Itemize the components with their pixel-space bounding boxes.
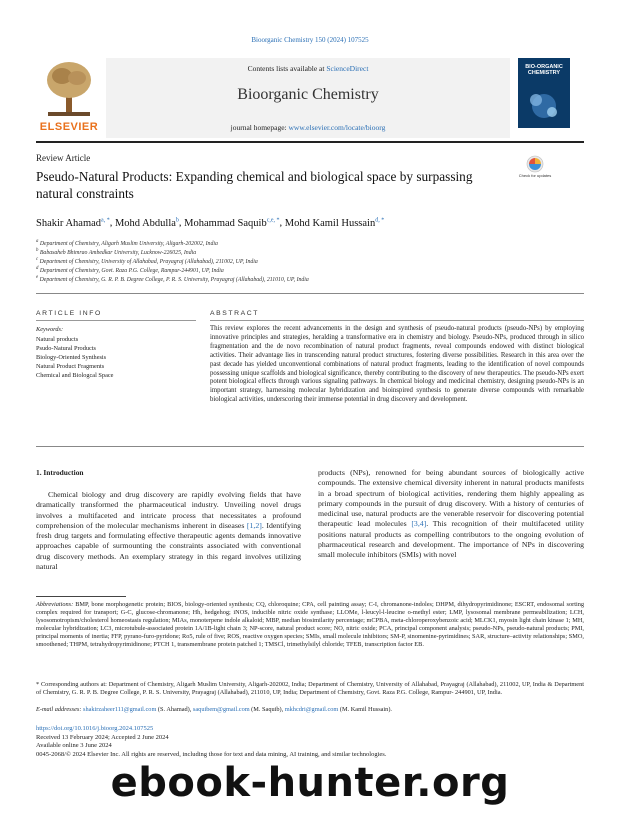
article-info-rule bbox=[36, 320, 196, 321]
email-addresses: E-mail addresses: shakirzaheer111@gmail.com (S. Ahamad), saquibem@gmail.com (M. Saquib), mkhcdri@gmail.com (M. Kamil Hussain). bbox=[36, 706, 393, 713]
author-2[interactable]: Mohd Abdulla$^b$ bbox=[114, 217, 179, 229]
cover-title: BIO-ORGANIC CHEMISTRY bbox=[525, 64, 563, 76]
keyword: Biology-Oriented Synthesis bbox=[36, 354, 107, 361]
affiliation: $^e$ Department of Chemistry, G. R. P. B. Degree College, P. R. S. University, Prayagraj (Allahabad), 211010, UP, India bbox=[36, 275, 309, 283]
abstract-text: This review explores the recent advancements in the design and synthesis of pseudo-natural products (pseudo-NPs) by employing innovative principles and strategies, heralding a transformative era in chemistry and biology. Pseudo-NPs, produced through in silico fragmentation and the de novo recombination of natural product fragments, reveal compounds endowed with distinct biological activities. Their advantage lies in transcending natural product structures, fostering diverse possibilities. Research in this area over the past decade has yielded unconventional combinations of natural product fragments, leading to the identification of novel compounds possessing unique scaffolds and biological significance, thereby contributing to the discovery of new therapeutics. The pseudo-NPs exert potent biological effects through various signaling pathways. In chemical biology and medicinal chemistry, designing pseudo-NPs is an important strategy, harnessing molecular hybridization and bioinspired synthesis to generate diverse compounds with remarkable biological activities, underscoring their immense potential in drug discovery and development. bbox=[210, 325, 584, 404]
sciencedirect-link[interactable]: ScienceDirect bbox=[326, 64, 369, 73]
intro-column-1: Chemical biology and drug discovery are rapidly evolving fields that have dramatically transformed the pharmaceutical industry. Unveiling novel drugs involves a multifaceted and intricate process that necessitates a profound comprehension of the molecular mechanisms inherent in diseases [1,2]. Identifying fresh drug targets and formulating effective therapeutic agents demands innovative approaches capable of surmounting the constraints associated with conventional drug discovery methods. An exemplary strategy in this regard involves utilizing natural bbox=[36, 490, 301, 572]
keyword: Psudo-Natural Products bbox=[36, 345, 96, 352]
author-4[interactable]: Mohd Kamil Hussain$^{d, *}$ bbox=[284, 217, 385, 229]
keyword: Chemical and Biologcal Space bbox=[36, 372, 114, 379]
citation-link[interactable]: [1,2] bbox=[246, 520, 262, 530]
received-dates: Received 13 February 2024; Accepted 2 June 2024 bbox=[36, 733, 169, 741]
abstract-bottom-rule bbox=[36, 446, 584, 447]
keyword: Natural products bbox=[36, 336, 79, 343]
online-date: Available online 3 June 2024 bbox=[36, 742, 112, 749]
journal-reference-link[interactable]: Bioorganic Chemistry 150 (2024) 107525 bbox=[251, 36, 369, 44]
abbreviations-footnote: Abbreviations: BMP, bone morphogenetic protein; BIOS, biology-oriented synthesis; CQ, chloroquine; CPA, cell painting assay; C-I, chromanone-indoles; DHPM, dihydropyrimidinone; ESCRT, endosomal sorting complex required for transport; G-C, glucose-chromanone; Hh, hedgehog; iNOS, inducible nitric oxide synthase; LLOMe, l-leucyl-l-leucine o-methyl ester; LMP, lysosomal membrane permeabilization; LCH, lysosomotropism/cholesterol homeostasis regulation; MIAs, monoterpene indole alkaloid; MBP, median biosimilarity percentage; mCPBA, meta-chloroperoxybenzoic acid; MLCK1, myosin light chain kinase 1; MH, molecular hybridization; LC3, microtubule-associated protein 1A/1B-light chain 3; NP-score, natural product score; NO, nitric oxide; PCA, principal component analysis; pseudo-NPs, pseudo-natural products; PMI, principal moments of inertia; FFP, pyrano-furo-pyridone; Ro5, rule of five; ROS, reactive oxygen species; SMIs, small molecule inhibitors; SM-P, sinomenine-pyrimidines; SAR, structure–activity relationships; SMO, smoothened; THPM, tetrahydropyrimidinone; PTCH 1, transmembrane protein patched 1; TMSCl, trimethylsilyl chloride; TFEB, transcription factor EB. bbox=[36, 601, 584, 648]
journal-homepage: journal homepage: www.elsevier.com/locate/bioorg bbox=[230, 123, 386, 132]
check-updates-label: Check for updates bbox=[518, 173, 552, 178]
intro-column-2: products (NPs), renowned for being abundant sources of biologically active compounds. The extensive chemical diversity inherent in natural products manifests in a broad spectrum of biological activities, rendering them highly appealing as primary compounds in the pursuit of drug discovery. With a history of centuries of medicinal use, natural products are the venerable reservoir for discovering potential therapeutic lead molecules [3,4]. This recognition of their multifaceted utility positions natural products as compelling contributors to the ongoing evolution of pharmaceutical research and development. The importance of NPs in discovering small molecule inhibitors (SMIs) with novel bbox=[318, 468, 585, 560]
email-link[interactable]: saquibem@gmail.com bbox=[192, 706, 250, 713]
check-updates-icon bbox=[520, 155, 550, 175]
affiliation: $^d$ Department of Chemistry, Govt. Raza P.G. College, Rampur-244901, UP, India bbox=[36, 266, 224, 274]
watermark-text: ebook-hunter.org bbox=[110, 760, 510, 806]
citation-link[interactable]: [3,4] bbox=[411, 519, 427, 529]
cover-art-icon bbox=[518, 58, 570, 128]
homepage-link[interactable]: www.elsevier.com/locate/bioorg bbox=[288, 123, 386, 132]
journal-title: Bioorganic Chemistry bbox=[237, 86, 379, 103]
publication-info bbox=[36, 725, 584, 759]
check-for-updates-badge[interactable] bbox=[520, 155, 550, 185]
article-info-heading: ARTICLE INFO bbox=[36, 310, 102, 317]
affiliation: $^c$ Department of Chemistry, University of Allahabad, Prayagraj (Allahabad), 211002, UP, India bbox=[36, 257, 258, 265]
article-type: Review Article bbox=[36, 153, 91, 163]
email-link[interactable]: mkhcdri@gmail.com bbox=[284, 706, 339, 713]
author-list: Shakir Ahamad$^{a, *}$, Mohd Abdulla$^b$, Mohammad Saquib$^{c,e, *}$, Mohd Kamil Hussain$^{d, *}$ bbox=[36, 217, 385, 229]
footnote-rule bbox=[36, 596, 126, 597]
section-heading-introduction: 1. Introduction bbox=[36, 468, 84, 477]
affiliations-rule bbox=[36, 293, 584, 294]
journal-cover-image bbox=[518, 58, 570, 128]
header-rule bbox=[36, 141, 584, 143]
abstract-rule bbox=[210, 320, 584, 321]
affiliation: $^a$ Department of Chemistry, Aligarh Muslim University, Aligarh-202002, India bbox=[36, 239, 218, 247]
doi-link[interactable]: https://doi.org/10.1016/j.bioorg.2024.107525 bbox=[36, 725, 154, 732]
elsevier-tree-icon bbox=[44, 58, 94, 118]
author-3[interactable]: Mohammad Saquib$^{c,e, *}$ bbox=[184, 217, 280, 229]
copyright-line: 0045-2068/© 2024 Elsevier Inc. All rights are reserved, including those for text and data mining, AI training, and similar technologies. bbox=[36, 750, 387, 758]
abstract-heading: ABSTRACT bbox=[210, 310, 260, 317]
affiliation: $^b$ Babasaheb Bhimrao Ambedkar University, Lucknow-226025, India bbox=[36, 248, 197, 256]
author-1[interactable]: Shakir Ahamad$^{a, *}$ bbox=[36, 217, 110, 229]
corresponding-authors-footnote: * Corresponding authors at: Department of Chemistry, Aligarh Muslim University, Aligarh-202002, India; Department of Chemistry, University of Allahabad, Prayagraj (Allahabad), 211002, UP, India & Department of Chemistry, G. R. P. B. Degree College, P. R. S. University, Prayagraj (Allahabad), 211010, UP, India; Department of Chemistry, Govt. Raza P.G. College, Rampur- 244901, UP, India. bbox=[36, 681, 584, 696]
keyword: Natural Product Fragments bbox=[36, 363, 105, 370]
elsevier-wordmark: ELSEVIER bbox=[39, 121, 99, 133]
email-link[interactable]: shakirzaheer111@gmail.com bbox=[83, 706, 157, 713]
elsevier-logo bbox=[36, 58, 102, 138]
paper-title: Pseudo-Natural Products: Expanding chemical and biological space by surpassing natural constraints bbox=[36, 169, 473, 201]
contents-line: Contents lists available at ScienceDirect bbox=[247, 64, 369, 73]
keywords-label: Keywords: bbox=[36, 326, 64, 333]
